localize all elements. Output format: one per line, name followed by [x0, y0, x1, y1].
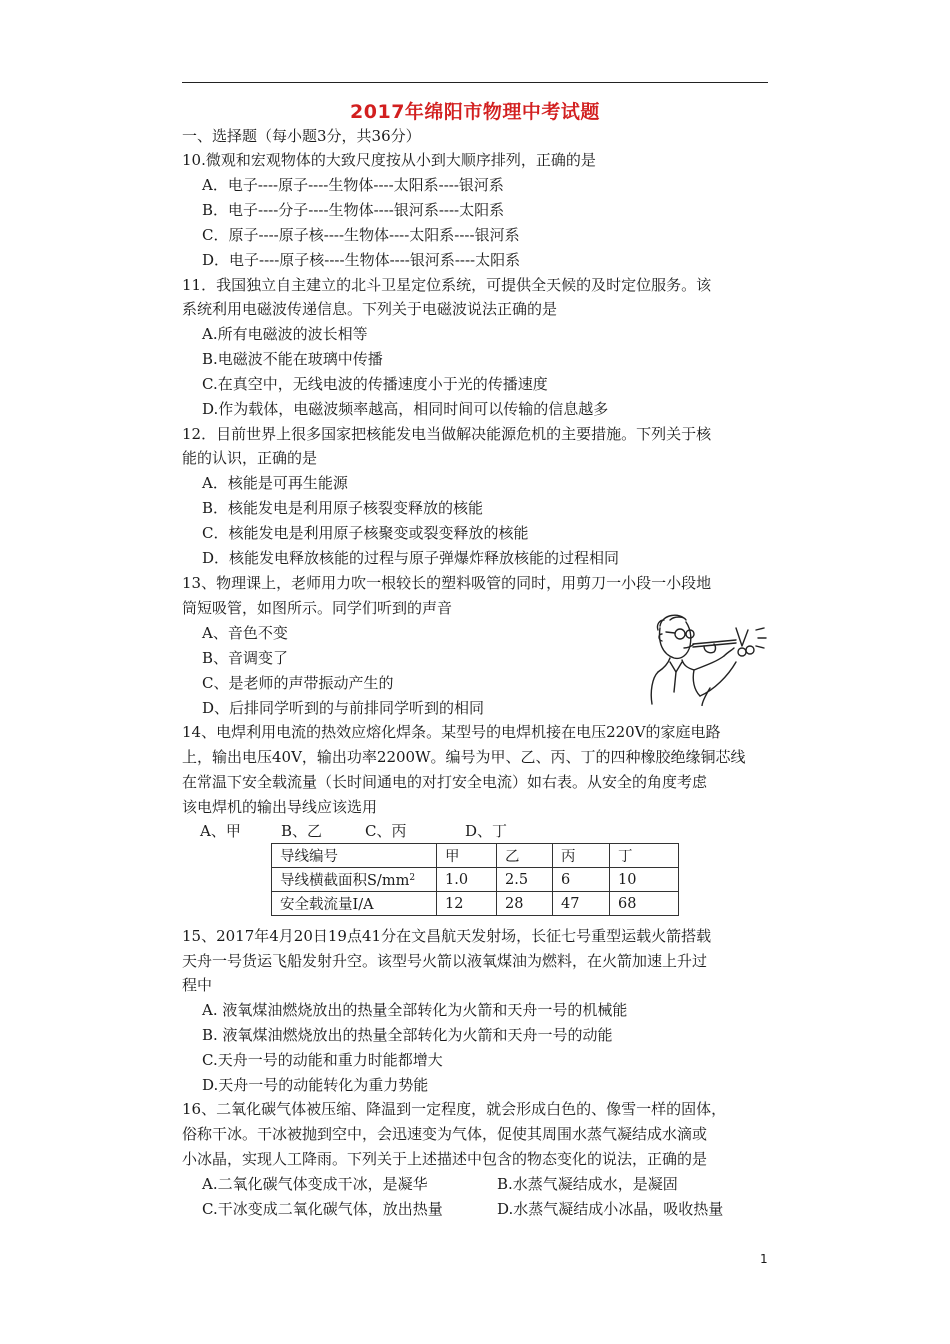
table-row: [272, 868, 679, 892]
q13-option-d: D、后排同学听到的与前排同学听到的相同: [202, 699, 485, 717]
q16-option-b: B.水蒸气凝结成水，是凝固: [497, 1175, 678, 1193]
q13-stem-line2: 筒短吸管，如图所示。同学们听到的声音: [182, 599, 453, 617]
q16-line1: 16、二氧化碳气体被压缩、降温到一定程度，就会形成白色的、像雪一样的固体，: [182, 1100, 727, 1118]
table-row: [272, 892, 679, 916]
table-cell: 乙: [497, 844, 553, 868]
table-cell: 10: [610, 868, 679, 892]
q15-option-b: B. 液氧煤油燃烧放出的热量全部转化为火箭和天舟一号的动能: [202, 1026, 613, 1044]
table-header-row: [272, 844, 679, 868]
q15-option-a: A. 液氧煤油燃烧放出的热量全部转化为火箭和天舟一号的机械能: [202, 1001, 628, 1019]
q14-option-b: B、乙: [281, 822, 323, 840]
q13-option-b: B、音调变了: [202, 649, 289, 667]
header-rule: [182, 82, 768, 83]
table-cell: 6: [553, 868, 610, 892]
q16-option-d: D.水蒸气凝结成小冰晶，吸收热量: [497, 1200, 724, 1218]
table-cell: [272, 868, 437, 892]
q15-option-d: D.天舟一号的动能转化为重力势能: [202, 1076, 429, 1094]
page-number: 1: [760, 1252, 768, 1266]
q10-option-d: D．电子----原子核----生物体----银河系----太阳系: [202, 251, 521, 269]
table-cell: 1.0: [437, 868, 497, 892]
q11-option-b: B.电磁波不能在玻璃中传播: [202, 350, 383, 368]
q16-line3: 小冰晶，实现人工降雨。下列关于上述描述中包含的物态变化的说法，正确的是: [182, 1150, 708, 1168]
q13-option-a: A、音色不变: [202, 624, 288, 642]
q12-option-c: C．核能发电是利用原子核聚变或裂变释放的核能: [202, 524, 529, 542]
table-cell: 12: [437, 892, 497, 916]
section-heading: 一、选择题（每小题3分，共36分）: [182, 127, 421, 145]
wire-spec-table: [271, 843, 679, 916]
q13-option-c: C、是老师的声带振动产生的: [202, 674, 394, 692]
table-cell: 2.5: [497, 868, 553, 892]
cross-section-label: 导线横截面积S/mm: [280, 873, 410, 889]
q12-option-d: D．核能发电释放核能的过程与原子弹爆炸释放核能的过程相同: [202, 549, 620, 567]
q10-option-a: A．电子----原子----生物体----太阳系----银河系: [202, 176, 504, 194]
q15-line2: 天舟一号货运飞船发射升空。该型号火箭以液氧煤油为燃料，在火箭加速上升过: [182, 952, 708, 970]
q11-stem-line1: 11．我国独立自主建立的北斗卫星定位系统，可提供全天候的及时定位服务。该: [182, 276, 712, 294]
table-cell: 47: [553, 892, 610, 916]
q16-option-a: A.二氧化碳气体变成干冰，是凝华: [202, 1175, 428, 1193]
q15-option-c: C.天舟一号的动能和重力时能都增大: [202, 1051, 443, 1069]
table-cell: 68: [610, 892, 679, 916]
table-cell: 安全载流量I/A: [272, 892, 437, 916]
q12-stem-line2: 能的认识，正确的是: [182, 449, 318, 467]
table-cell: 甲: [437, 844, 497, 868]
q16-line2: 俗称干冰。干冰被抛到空中，会迅速变为气体，促使其周围水蒸气凝结成水滴或: [182, 1125, 708, 1143]
q14-line1: 14、电焊利用电流的热效应熔化焊条。某型号的电焊机接在电压220V的家庭电路: [182, 723, 721, 741]
unit-exponent: 2: [409, 873, 416, 883]
table-cell: 28: [497, 892, 553, 916]
q14-option-a: A、甲: [200, 822, 241, 840]
q10-option-c: C．原子----原子核----生物体----太阳系----银河系: [202, 226, 520, 244]
q11-option-c: C.在真空中，无线电波的传播速度小于光的传播速度: [202, 375, 548, 393]
table-cell: 导线编号: [272, 844, 437, 868]
q12-option-a: A．核能是可再生能源: [202, 474, 348, 492]
q14-line2: 上，输出电压40V，输出功率2200W。编号为甲、乙、丙、丁的四种橡胶绝缘铜芯线: [182, 748, 746, 766]
q10-stem: 10.微观和宏观物体的大致尺度按从小到大顺序排列，正确的是: [182, 151, 596, 169]
q15-line1: 15、2017年4月20日19点41分在文昌航天发射场，长征七号重型运载火箭搭载: [182, 927, 712, 945]
q14-option-d: D、丁: [465, 822, 508, 840]
table-cell: 丁: [610, 844, 679, 868]
q11-stem-line2: 系统利用电磁波传递信息。下列关于电磁波说法正确的是: [182, 300, 558, 318]
q16-option-c: C.干冰变成二氧化碳气体，放出热量: [202, 1200, 443, 1218]
q12-stem-line1: 12．目前世界上很多国家把核能发电当做解决能源危机的主要措施。下列关于核: [182, 425, 712, 443]
q13-stem-line1: 13、物理课上，老师用力吹一根较长的塑料吸管的同时，用剪刀一小段一小段地: [182, 574, 712, 592]
q10-option-b: B．电子----分子----生物体----银河系----太阳系: [202, 201, 505, 219]
q11-option-a: A.所有电磁波的波长相等: [202, 325, 368, 343]
q12-option-b: B．核能发电是利用原子核裂变释放的核能: [202, 499, 484, 517]
q14-option-c: C、丙: [365, 822, 407, 840]
q14-line4: 该电焊机的输出导线应该选用: [182, 798, 378, 816]
table-cell: 丙: [553, 844, 610, 868]
q14-line3: 在常温下安全载流量（长时间通电的对打安全电流）如右表。从安全的角度考虑: [182, 773, 708, 791]
q15-line3: 程中: [182, 976, 213, 994]
q11-option-d: D.作为载体，电磁波频率越高，相同时间可以传输的信息越多: [202, 400, 609, 418]
teacher-blowing-straw-illustration: [644, 606, 770, 706]
page-title: 2017年绵阳市物理中考试题: [350, 101, 600, 123]
